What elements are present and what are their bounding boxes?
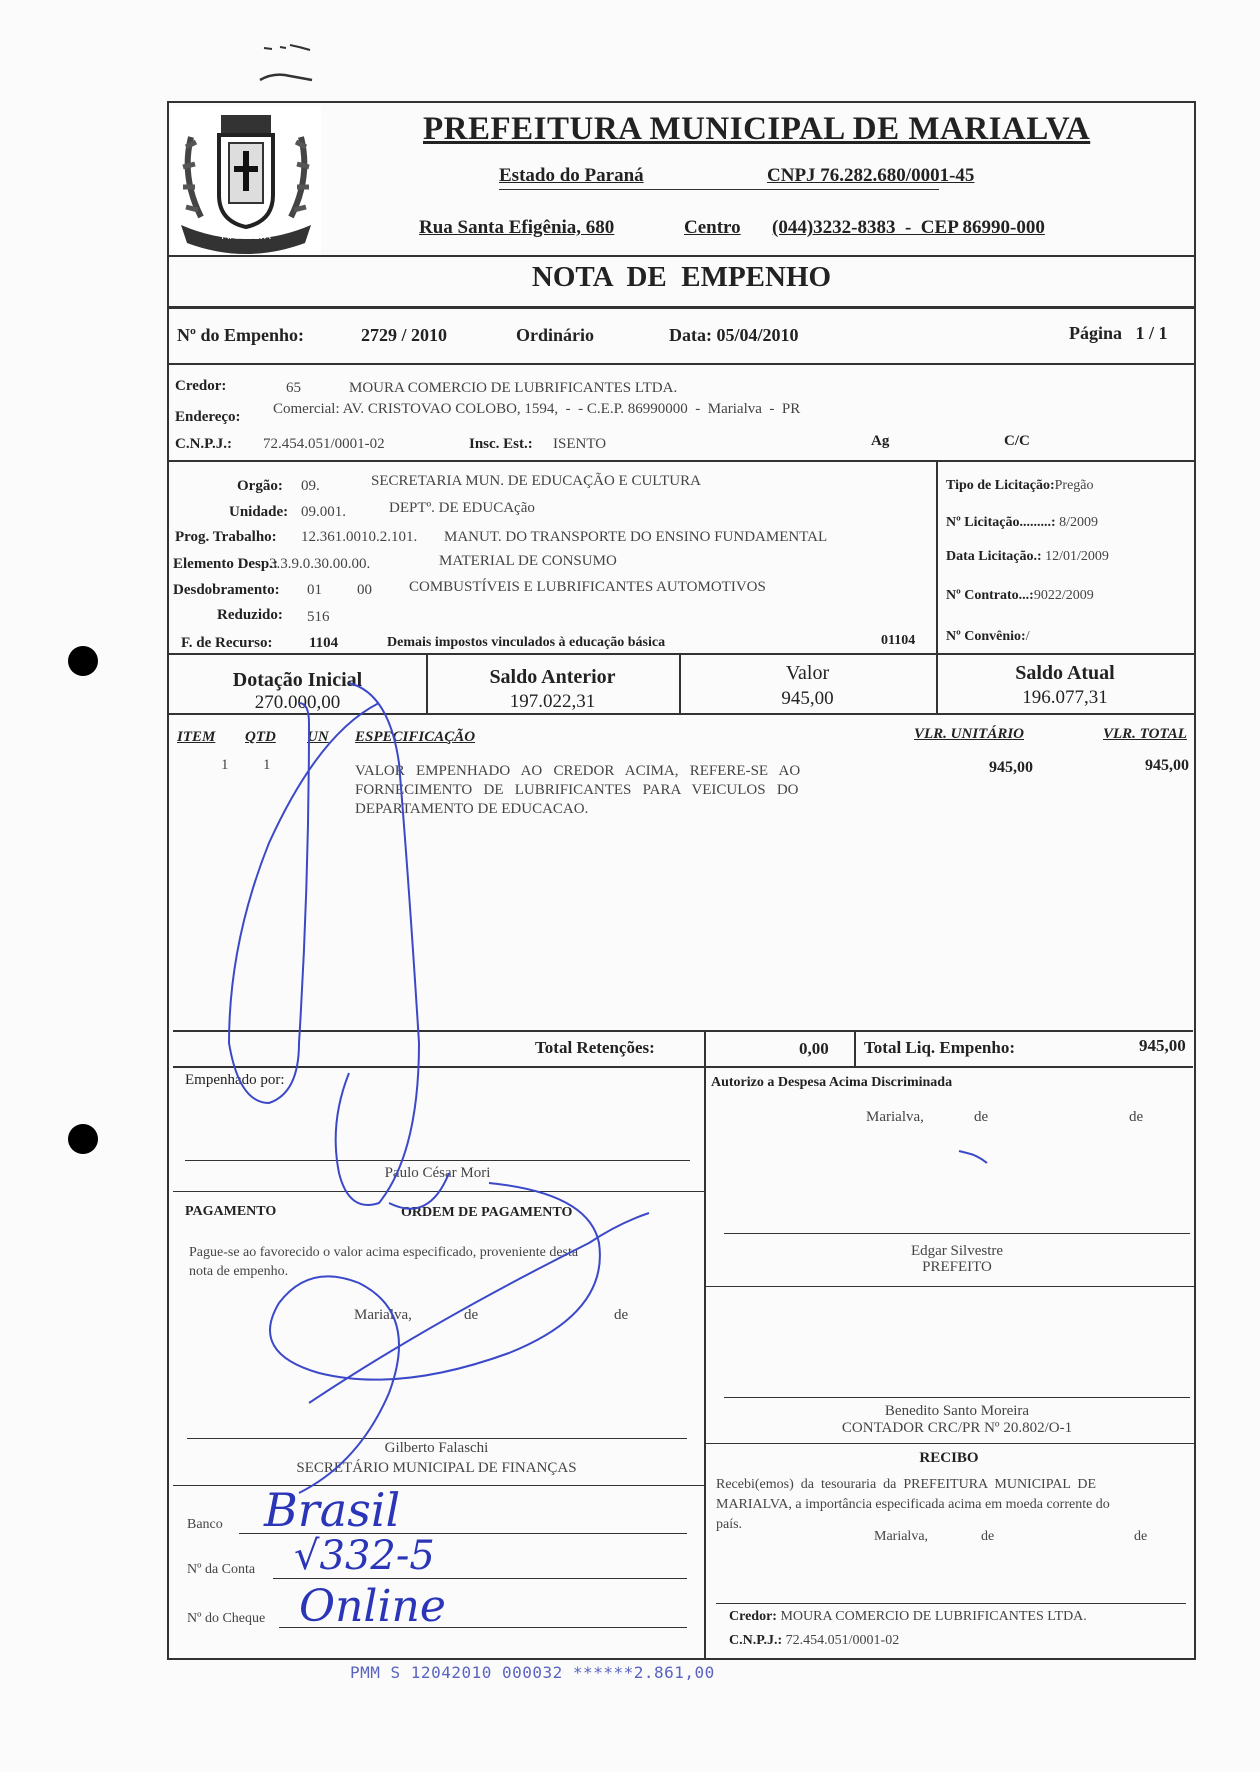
coat-of-arms (171, 107, 321, 255)
empenhado-por-label: Empenhado por: (185, 1072, 285, 1088)
credor-cnpj-label: C.N.P.J.: (175, 436, 232, 452)
elemento-code: 3.3.9.0.30.00.00. (269, 556, 371, 572)
credor-label: Credor: (175, 378, 227, 394)
unidade-code: 09.001. (301, 504, 346, 520)
small-pen-mark (955, 1145, 995, 1165)
recibo-text-1: Recebi(emos) da tesouraria da PREFEITURA MUNICIPAL DE (716, 1477, 1097, 1492)
row-spec-line3: DEPARTAMENTO DE EDUCACAO. (355, 801, 589, 817)
empenhado-por-name: Paulo César Mori (384, 1165, 491, 1181)
licitacao-convenio-label: Nº Convênio: (946, 629, 1026, 644)
col-qtd: QTD (245, 729, 276, 745)
secretario-title: SECRETÁRIO MUNICIPAL DE FINANÇAS (296, 1460, 577, 1476)
prefeito-name: Edgar Silvestre (910, 1243, 1004, 1259)
row-spec-line1: VALOR EMPENHADO AO CREDOR ACIMA, REFERE-SE AO (355, 763, 801, 779)
licitacao-contrato (946, 588, 1094, 604)
credor-code: 65 (286, 380, 301, 396)
autorizo-de1: de (974, 1109, 989, 1125)
svg-text:MARIALVA: MARIALVA (221, 231, 271, 242)
punch-hole-top (68, 646, 98, 676)
ordem-text-1: Pague-se ao favorecido o valor acima especificado, proveniente desta (189, 1245, 579, 1260)
total-liq-label: Total Liq. Empenho: (864, 1038, 1015, 1057)
empenho-date: Data: 05/04/2010 (669, 325, 799, 345)
elemento-name: MATERIAL DE CONSUMO (439, 553, 617, 569)
top-scribble-mark (250, 38, 340, 88)
header-state-underline (499, 189, 939, 190)
orgao-label: Orgão: (237, 478, 283, 494)
empenho-number: 2729 / 2010 (361, 325, 448, 345)
saldo-anterior-value: 197.022,31 (509, 691, 596, 712)
row-unit-value: 945,00 (989, 759, 1033, 776)
row-qtd: 1 (263, 757, 271, 773)
desdobramento-label: Desdobramento: (173, 582, 280, 598)
conta-label: Nº da Conta (187, 1562, 256, 1577)
orgao-code: 09. (301, 478, 320, 494)
licitacao-data-label: Data Licitação.: (946, 549, 1042, 564)
dotacao-value: 270.000,00 (254, 692, 341, 713)
recibo-city: Marialva, (874, 1529, 929, 1544)
total-liq-value: 945,00 (1139, 1036, 1186, 1055)
empenho-page: Página 1 / 1 (1069, 323, 1168, 343)
credor-name: MOURA COMERCIO DE LUBRIFICANTES LTDA. (349, 380, 678, 396)
credor-ie-label: Insc. Est.: (469, 436, 533, 452)
licitacao-num-label: Nº Licitação.........: (946, 515, 1056, 530)
recibo-cnpj (729, 1633, 899, 1649)
ordem-city: Marialva, (354, 1307, 412, 1323)
contador-name: Benedito Santo Moreira (884, 1403, 1030, 1419)
total-retencoes-label: Total Retenções: (535, 1038, 655, 1057)
prog-name: MANUT. DO TRANSPORTE DO ENSINO FUNDAMENTAL (444, 529, 828, 545)
credor-cc-label: C/C (1004, 433, 1030, 449)
licitacao-tipo (946, 478, 1094, 494)
autorizo-city: Marialva, (866, 1109, 924, 1125)
desdobramento-name: COMBUSTÍVEIS E LUBRIFICANTES AUTOMOTIVOS (409, 579, 766, 595)
recibo-de1: de (981, 1529, 995, 1544)
licitacao-data (946, 549, 1109, 565)
licitacao-contrato-value: 9022/2009 (1033, 588, 1094, 603)
licitacao-num-value: 8/2009 (1059, 515, 1098, 530)
licitacao-tipo-label: Tipo de Licitação: (946, 478, 1055, 493)
valor-value: 945,00 (781, 688, 834, 709)
credor-cnpj: 72.454.051/0001-02 (263, 436, 385, 452)
pagamento-label: PAGAMENTO (185, 1204, 277, 1219)
prefeito-title: PREFEITO (922, 1259, 992, 1275)
coat-of-arms-icon (171, 107, 321, 255)
unidade-label: Unidade: (229, 504, 289, 520)
elemento-label: Elemento Desp.: (173, 556, 278, 572)
credor-ie: ISENTO (553, 436, 607, 452)
header-district: Centro (684, 217, 741, 238)
desdobramento-code1: 01 (307, 582, 322, 598)
licitacao-contrato-label: Nº Contrato...: (946, 588, 1034, 603)
payment-stamp: PMM S 12042010 000032 ******2.861,00 (350, 1663, 715, 1682)
banco-label: Banco (187, 1517, 223, 1532)
recurso-desc: Demais impostos vinculados à educação básica (387, 635, 666, 650)
licitacao-data-value: 12/01/2009 (1045, 549, 1109, 564)
cheque-label: Nº do Cheque (187, 1611, 266, 1626)
orgao-name: SECRETARIA MUN. DE EDUCAÇÃO E CULTURA (371, 473, 701, 489)
autorizo-de2: de (1129, 1109, 1144, 1125)
desdobramento-code2: 00 (357, 582, 372, 598)
row-total-value: 945,00 (1145, 757, 1189, 774)
empenho-label: Nº do Empenho: (177, 325, 304, 345)
recibo-label: RECIBO (919, 1450, 979, 1466)
contador-title: CONTADOR CRC/PR Nº 20.802/O-1 (841, 1420, 1073, 1436)
reduzido-label: Reduzido: (217, 607, 283, 623)
prog-label: Prog. Trabalho: (175, 529, 277, 545)
saldo-atual-value: 196.077,31 (1022, 687, 1108, 708)
punch-hole-bottom (68, 1124, 98, 1154)
ordem-de1: de (464, 1307, 479, 1323)
recibo-text-3: país. (716, 1517, 743, 1532)
recibo-text-2: MARIALVA, a importância especificada acima em moeda corrente do (716, 1497, 1110, 1512)
header-phone-cep: (044)3232-8383 - CEP 86990-000 (772, 217, 1045, 238)
empenho-type: Ordinário (516, 325, 595, 345)
reduzido-value: 516 (307, 609, 330, 625)
col-total: VLR. TOTAL (1103, 726, 1187, 742)
prog-code: 12.361.0010.2.101. (301, 529, 418, 545)
handwritten-signature-strokes (169, 663, 769, 1563)
ordem-de2: de (614, 1307, 629, 1323)
header-state: Estado do Paraná (499, 165, 644, 186)
cheque-handwritten: Online (299, 1581, 446, 1632)
credor-address-label: Endereço: (175, 409, 241, 425)
recibo-cnpj-value: 72.454.051/0001-02 (785, 1633, 900, 1648)
saldo-atual-label: Saldo Atual (1015, 662, 1115, 684)
empenho-document (167, 101, 1196, 1660)
header-address: Rua Santa Efigênia, 680 (419, 217, 615, 238)
recibo-credor-label: Credor: (729, 1609, 777, 1624)
credor-ag-label: Ag (871, 433, 890, 449)
ordem-text-2: nota de empenho. (189, 1264, 289, 1279)
licitacao-tipo-value: Pregão (1054, 478, 1094, 493)
banco-handwritten: Brasil (264, 1483, 401, 1537)
recurso-label: F. de Recurso: (181, 635, 273, 651)
licitacao-num (946, 515, 1098, 531)
row-spec-line2: FORNECIMENTO DE LUBRIFICANTES PARA VEICULOS DO (355, 782, 799, 798)
licitacao-convenio-value: / (1025, 629, 1030, 644)
recibo-de2: de (1134, 1529, 1148, 1544)
conta-handwritten: √332-5 (294, 1533, 435, 1579)
credor-address: Comercial: AV. CRISTOVAO COLOBO, 1594, - - C.E.P. 86990000 - Marialva - PR (273, 401, 801, 417)
col-un: UN (307, 729, 329, 745)
secretario-name: Gilberto Falaschi (384, 1440, 489, 1456)
document-title: NOTA DE EMPENHO (531, 261, 832, 293)
col-spec: ESPECIFICAÇÃO (355, 729, 476, 745)
valor-label: Valor (785, 662, 830, 684)
autorizo-label: Autorizo a Despesa Acima Discriminada (711, 1075, 953, 1090)
recibo-credor-name: MOURA COMERCIO DE LUBRIFICANTES LTDA. (780, 1609, 1087, 1624)
header-cnpj: CNPJ 76.282.680/0001-45 (767, 165, 975, 186)
total-retencoes-value: 0,00 (799, 1039, 829, 1058)
dotacao-label: Dotação Inicial (232, 669, 363, 691)
recibo-credor (729, 1609, 1087, 1625)
row-item: 1 (221, 757, 229, 773)
col-item: ITEM (177, 729, 216, 745)
recurso-code: 01104 (881, 633, 916, 648)
licitacao-convenio (946, 629, 1030, 645)
recurso-value: 1104 (309, 635, 339, 651)
recibo-cnpj-label: C.N.P.J.: (729, 1633, 783, 1648)
ordem-pagamento-label: ORDEM DE PAGAMENTO (401, 1205, 573, 1220)
header-title: PREFEITURA MUNICIPAL DE MARIALVA (423, 111, 1091, 147)
col-unit: VLR. UNITÁRIO (914, 726, 1025, 742)
unidade-name: DEPTº. DE EDUCAção (389, 500, 535, 516)
saldo-anterior-label: Saldo Anterior (489, 666, 616, 688)
